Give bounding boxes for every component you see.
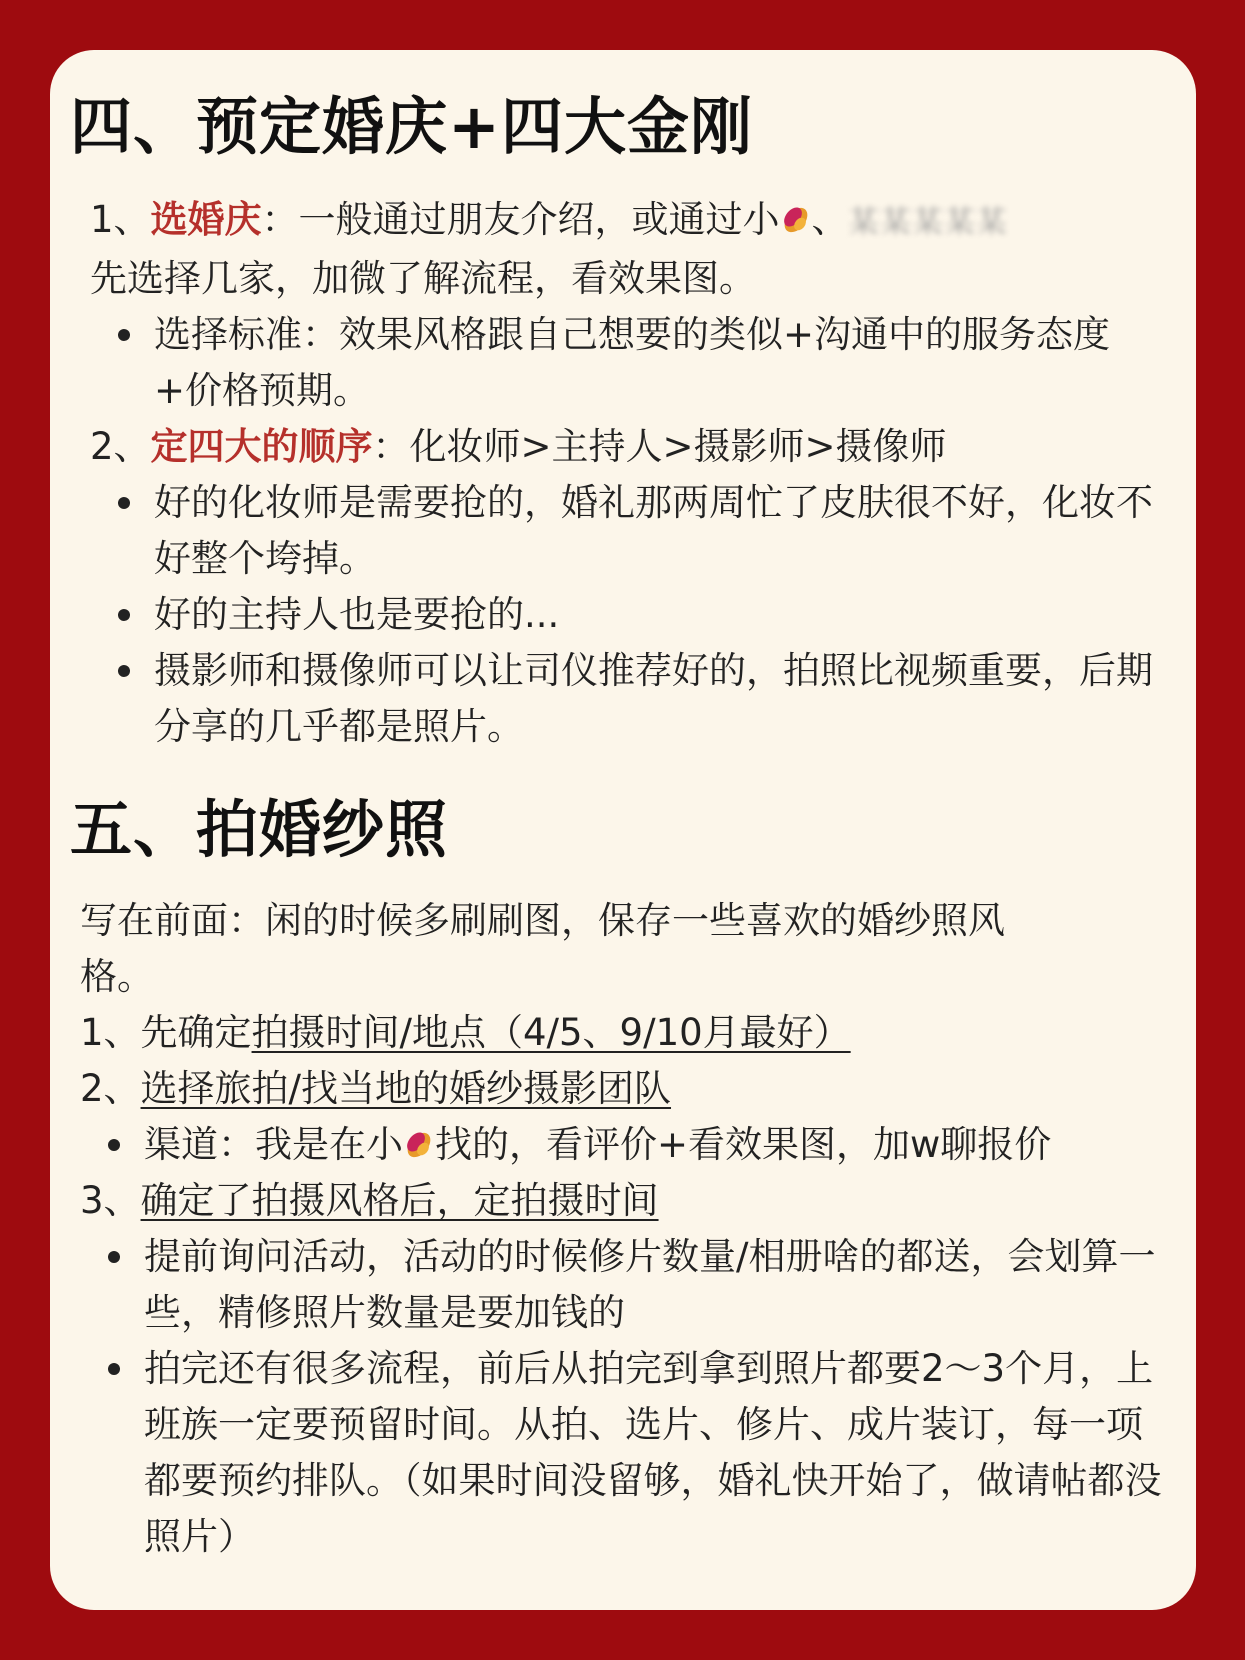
bullet-dot xyxy=(118,609,130,621)
bullet-text: 选择标准：效果风格跟自己想要的类似+沟通中的服务态度+价格预期。 xyxy=(154,313,1111,412)
sweet-potato-icon xyxy=(780,196,812,232)
bullet-dot xyxy=(118,329,130,341)
bullet-dot xyxy=(108,1363,120,1375)
list-item xyxy=(70,1229,1176,1341)
item-1-text-sep: 、 xyxy=(811,198,849,241)
item-3-line xyxy=(70,1173,1176,1229)
blurred-text: 某某某某某 xyxy=(848,205,1009,240)
item-3-prefix: 3、 xyxy=(80,1179,141,1222)
list-item xyxy=(70,475,1176,587)
item-1-line xyxy=(70,192,1176,251)
bullet-text: 好的主持人也是要抢的... xyxy=(154,593,560,636)
item-1-prefix: 1、先确定 xyxy=(80,1011,252,1054)
item-1-text: ：一般通过朋友介绍，或通过小 xyxy=(261,198,780,241)
item-1-underlined: 拍摄时间/地点（4/5、9/10月最好） xyxy=(251,1011,851,1054)
item-2-label: 定四大的顺序 xyxy=(150,425,373,468)
item-1-number: 1、 xyxy=(90,198,151,241)
list-item xyxy=(70,1117,1176,1173)
section-4-title: 四、预定婚庆+四大金刚 xyxy=(70,90,753,163)
item-1-label: 选婚庆 xyxy=(150,198,262,241)
section-5-title: 五、拍婚纱照 xyxy=(70,793,449,866)
intro-text: 写在前面：闲的时候多刷刷图，保存一些喜欢的婚纱照风格。 xyxy=(80,899,1005,998)
item-2-prefix: 2、 xyxy=(80,1067,141,1110)
item-2-underlined: 选择旅拍/找当地的婚纱摄影团队 xyxy=(140,1067,672,1110)
bullet-dot xyxy=(118,497,130,509)
bullet-text: 摄影师和摄像师可以让司仪推荐好的，拍照比视频重要，后期分享的几乎都是照片。 xyxy=(154,649,1153,748)
item-2-text: ：化妆师>主持人>摄影师>摄像师 xyxy=(372,425,947,468)
item-2-line xyxy=(70,419,1176,475)
bullet-dot xyxy=(108,1139,120,1151)
bullet-dot xyxy=(108,1251,120,1263)
item-2-number: 2、 xyxy=(90,425,151,468)
list-item xyxy=(70,643,1176,755)
bullet-text: 好的化妆师是需要抢的，婚礼那两周忙了皮肤很不好，化妆不好整个垮掉。 xyxy=(154,481,1153,580)
item-1-line-2: 先选择几家，加微了解流程，看效果图。 xyxy=(90,257,756,300)
list-item xyxy=(70,587,1176,643)
item-1-line xyxy=(70,1005,1176,1061)
item-3-underlined: 确定了拍摄风格后，定拍摄时间 xyxy=(140,1179,659,1222)
bullet-dot xyxy=(118,665,130,677)
list-item xyxy=(70,1341,1176,1565)
sweet-potato-icon xyxy=(403,1121,435,1157)
section-4 xyxy=(70,86,1176,755)
bullet-text-b: 找的，看评价+看效果图，加w聊报价 xyxy=(435,1123,1052,1166)
bullet-text-a: 渠道：我是在小 xyxy=(144,1123,403,1166)
list-item xyxy=(70,307,1176,419)
section-5 xyxy=(70,789,1176,1565)
bullet-text: 提前询问活动，活动的时候修片数量/相册啥的都送，会划算一些，精修照片数量是要加钱的 xyxy=(144,1235,1156,1334)
item-2-line xyxy=(70,1061,1176,1117)
content-card xyxy=(50,50,1196,1610)
bullet-text: 拍完还有很多流程，前后从拍完到拿到照片都要2～3个月，上班族一定要预留时间。从拍、选片、修片、成片装订，每一项都要预约排队。（如果时间没留够，婚礼快开始了，做请帖都没照片） xyxy=(144,1347,1162,1558)
